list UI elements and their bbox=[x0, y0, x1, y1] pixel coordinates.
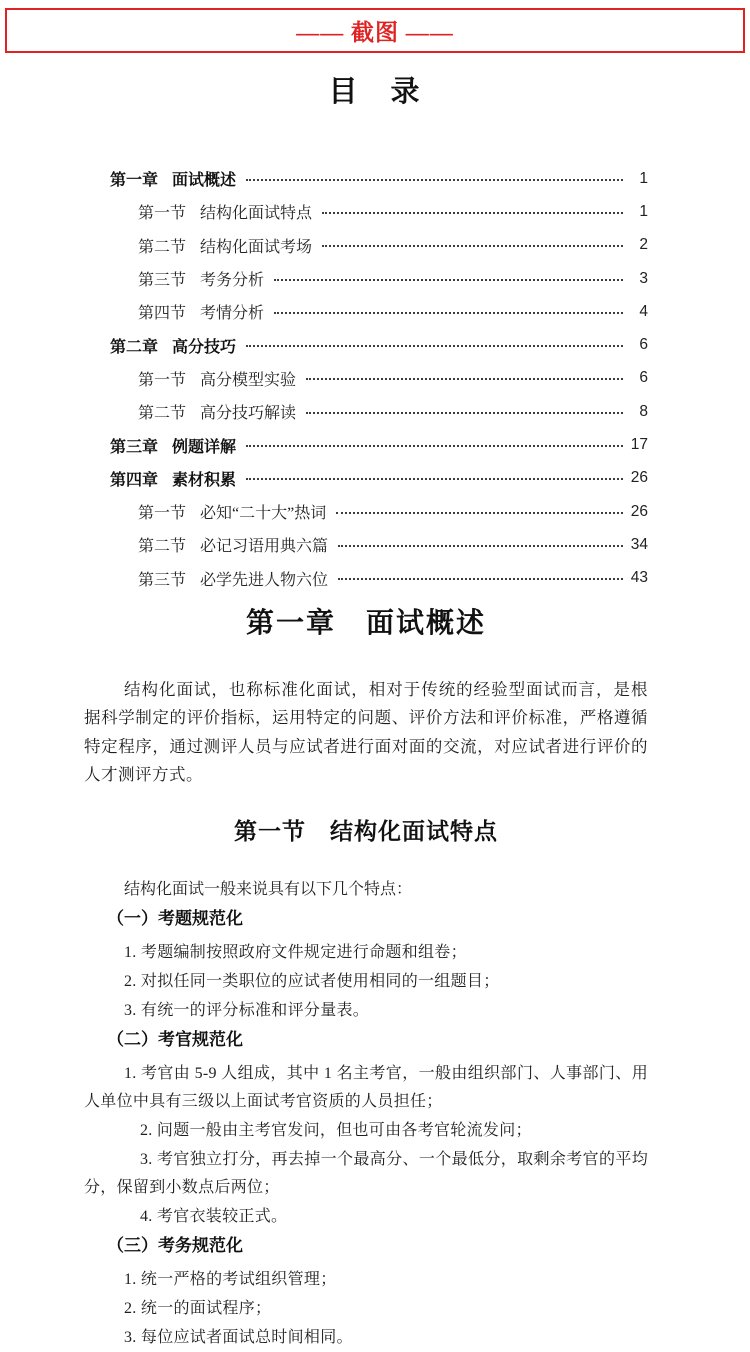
toc-entry-title: 高分模型实验 bbox=[200, 371, 297, 389]
toc-page-number: 43 bbox=[630, 569, 648, 587]
document-body bbox=[0, 603, 750, 1352]
toc-entry-label: 第四节 bbox=[138, 305, 187, 323]
toc-entry-label: 第一节 bbox=[138, 205, 187, 223]
subsection-heading-1: （一）考题规范化 bbox=[107, 908, 243, 928]
table-of-contents bbox=[0, 162, 750, 595]
toc-entry-label: 第二节 bbox=[138, 405, 187, 423]
toc-entry-label: 第一节 bbox=[138, 505, 187, 523]
list-item: 3. 每位应试者面试总时间相同。 bbox=[124, 1328, 353, 1346]
list-item: 1. 考官由 5-9 人组成，其中 1 名主考官，一般由组织部门、人事部门、用人单位中具有三级以上面试考官资质的人员担任； bbox=[84, 1064, 648, 1110]
toc-entry-label: 第二节 bbox=[138, 238, 187, 256]
toc-entry-title: 素材积累 bbox=[172, 471, 237, 489]
toc-page-number: 2 bbox=[639, 236, 648, 254]
toc-dot-leader bbox=[274, 312, 623, 314]
toc-page-number: 26 bbox=[630, 502, 648, 520]
toc-entry-label: 第三节 bbox=[138, 272, 187, 290]
list-item: 2. 统一的面试程序； bbox=[124, 1299, 272, 1317]
toc-dot-leader bbox=[246, 179, 623, 181]
section-heading: 第一节 结构化面试特点 bbox=[234, 817, 498, 844]
list-item: 3. 考官独立打分，再去掉一个最高分、一个最低分，取剩余考官的平均分，保留到小数点后两位； bbox=[84, 1150, 648, 1196]
list-item: 2. 问题一般由主考官发问，但也可由各考官轮流发问； bbox=[140, 1121, 532, 1139]
toc-page-number: 17 bbox=[630, 436, 648, 454]
toc-dot-leader bbox=[338, 545, 623, 547]
toc-dot-leader bbox=[274, 279, 623, 281]
document-page bbox=[0, 8, 750, 1345]
chapter-heading: 第一章 面试概述 bbox=[245, 606, 486, 638]
toc-entry-label: 第一章 bbox=[110, 172, 159, 190]
toc-entry-section-1-2[interactable] bbox=[84, 229, 648, 262]
chapter-intro-paragraph: 结构化面试，也称标准化面试，相对于传统的经验型面试而言，是根据科学制定的评价指标，运用特定的问题、评价方法和评价标准，严格遵循特定程序，通过测评人员与应试者进行面对面的交流，对应试者进行评价的人才测评方式。 bbox=[84, 679, 648, 785]
toc-page-number: 3 bbox=[639, 269, 648, 287]
toc-page-number: 1 bbox=[639, 169, 648, 187]
toc-entry-label: 第二章 bbox=[110, 338, 159, 356]
toc-dot-leader bbox=[306, 412, 623, 414]
screenshot-watermark-banner bbox=[5, 8, 745, 53]
toc-dot-leader bbox=[338, 578, 623, 580]
toc-entry-chapter-1[interactable] bbox=[84, 162, 648, 195]
screenshot-watermark-text: —— 截图 —— bbox=[296, 20, 454, 45]
toc-dot-leader bbox=[246, 345, 623, 347]
toc-dot-leader bbox=[306, 378, 623, 380]
toc-entry-section-4-2[interactable] bbox=[84, 528, 648, 561]
toc-dot-leader bbox=[336, 512, 623, 514]
toc-dot-leader bbox=[322, 212, 623, 214]
list-item: 1. 考题编制按照政府文件规定进行命题和组卷； bbox=[124, 943, 467, 961]
toc-dot-leader bbox=[322, 245, 623, 247]
toc-entry-label: 第四章 bbox=[110, 471, 159, 489]
toc-page-number: 34 bbox=[630, 535, 648, 553]
toc-page-number: 4 bbox=[639, 302, 648, 320]
subsection-heading-3: （三）考务规范化 bbox=[107, 1235, 243, 1255]
toc-entry-title: 例题详解 bbox=[172, 438, 237, 456]
toc-dot-leader bbox=[246, 445, 623, 447]
toc-entry-section-4-1[interactable] bbox=[84, 495, 648, 528]
toc-page-number: 6 bbox=[639, 336, 648, 354]
list-item: 1. 统一严格的考试组织管理； bbox=[124, 1270, 337, 1288]
toc-page-number: 6 bbox=[639, 369, 648, 387]
toc-entry-title: 必学先进人物六位 bbox=[200, 571, 329, 589]
toc-entry-label: 第三章 bbox=[110, 438, 159, 456]
toc-entry-title: 结构化面试特点 bbox=[200, 205, 313, 223]
toc-entry-section-1-4[interactable] bbox=[84, 295, 648, 328]
list-item: 2. 对拟任同一类职位的应试者使用相同的一组题目； bbox=[124, 972, 500, 990]
toc-page-number: 8 bbox=[639, 402, 648, 420]
subsection-heading-2: （二）考官规范化 bbox=[107, 1029, 243, 1049]
toc-entry-label: 第三节 bbox=[138, 571, 187, 589]
toc-entry-section-1-1[interactable] bbox=[84, 195, 648, 228]
toc-entry-title: 考务分析 bbox=[200, 272, 265, 290]
toc-dot-leader bbox=[246, 478, 623, 480]
toc-entry-title: 面试概述 bbox=[172, 172, 237, 190]
toc-page-number: 26 bbox=[630, 469, 648, 487]
toc-entry-title: 结构化面试考场 bbox=[200, 238, 313, 256]
toc-entry-title: 高分技巧解读 bbox=[200, 405, 297, 423]
toc-page-number: 1 bbox=[639, 202, 648, 220]
toc-entry-section-1-3[interactable] bbox=[84, 262, 648, 295]
toc-entry-chapter-3[interactable] bbox=[84, 428, 648, 461]
toc-entry-chapter-2[interactable] bbox=[84, 328, 648, 361]
toc-entry-chapter-4[interactable] bbox=[84, 462, 648, 495]
toc-entry-label: 第二节 bbox=[138, 538, 187, 556]
section-lead-paragraph: 结构化面试一般来说具有以下几个特点： bbox=[124, 880, 413, 898]
toc-entry-label: 第一节 bbox=[138, 371, 187, 389]
toc-entry-title: 考情分析 bbox=[200, 305, 265, 323]
toc-entry-section-2-2[interactable] bbox=[84, 395, 648, 428]
toc-title: 目 录 bbox=[328, 76, 422, 108]
list-item: 3. 有统一的评分标准和评分量表。 bbox=[124, 1001, 370, 1019]
toc-entry-title: 高分技巧 bbox=[172, 338, 237, 356]
toc-entry-section-4-3[interactable] bbox=[84, 562, 648, 595]
toc-entry-section-2-1[interactable] bbox=[84, 362, 648, 395]
toc-entry-title: 必知“二十大”热词 bbox=[200, 505, 327, 523]
list-item: 4. 考官衣装较正式。 bbox=[140, 1207, 288, 1225]
toc-entry-title: 必记习语用典六篇 bbox=[200, 538, 329, 556]
